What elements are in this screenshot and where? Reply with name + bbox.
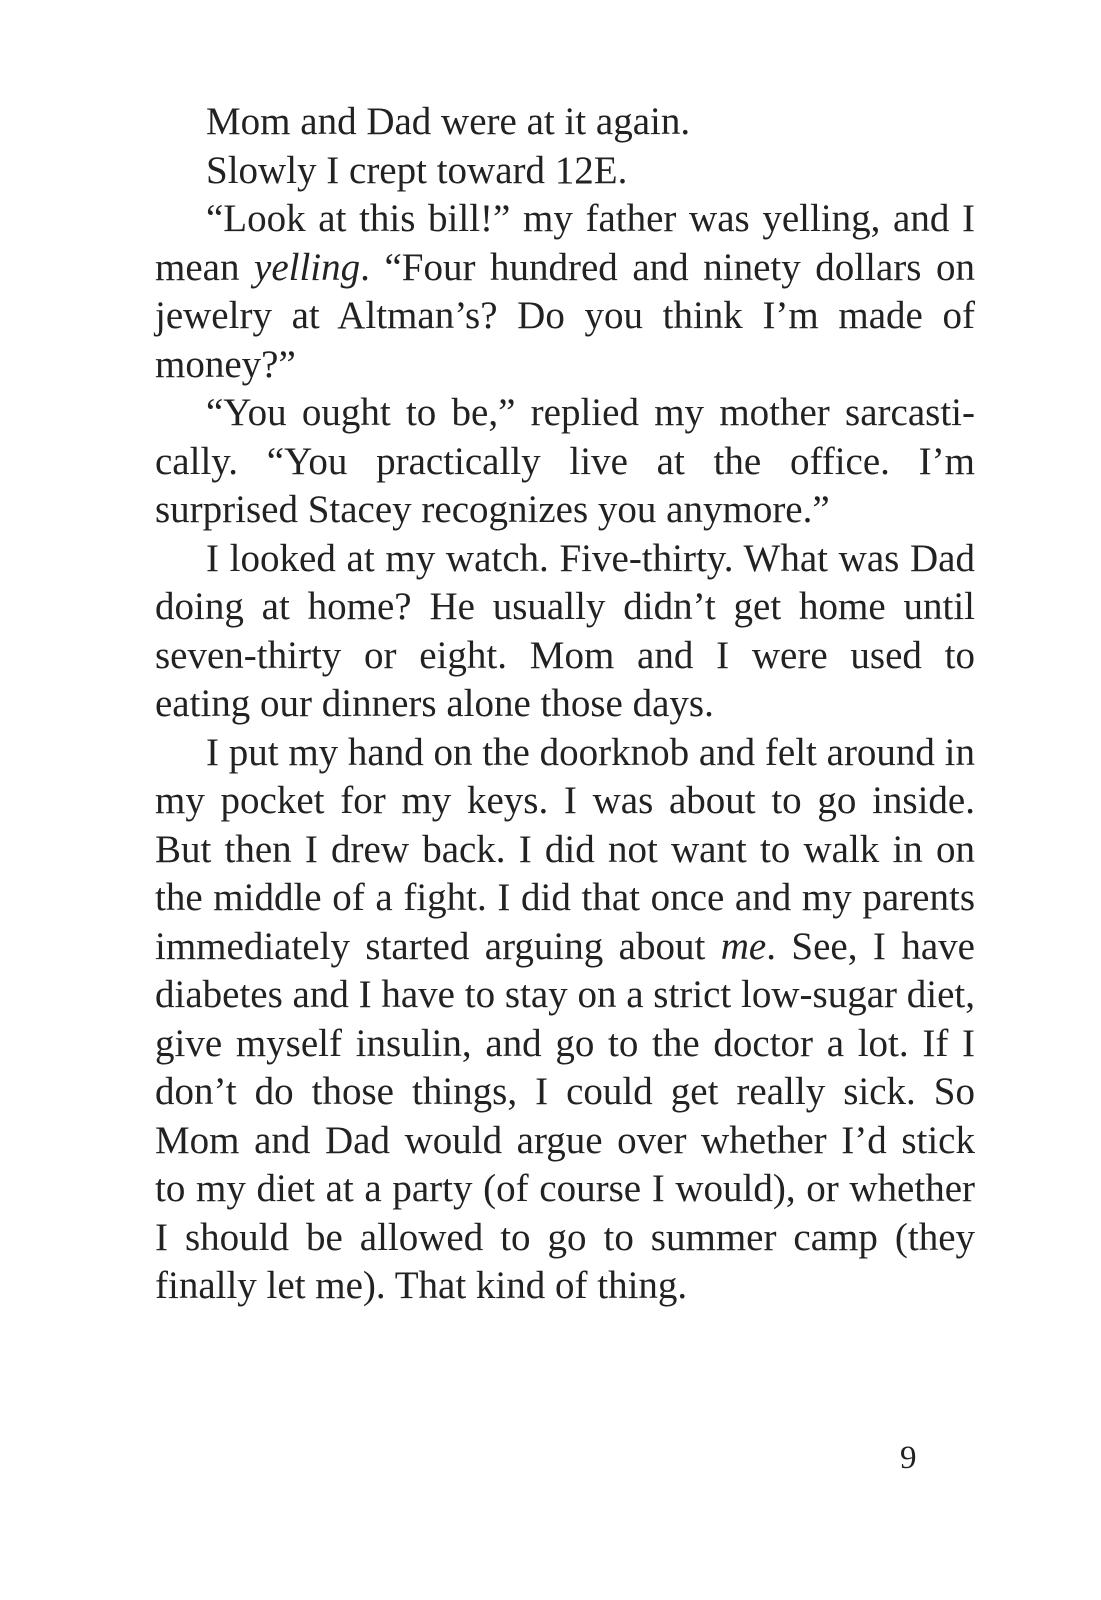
paragraph-6-text-b: . See, I have diabetes and I have to stay on a strict low-sugar diet, give myself insulin, and go to the doctor a lot. If I don’t do those things, I could get really sick. So Mom and Dad would argue over whether I’d stick to my diet at a party (of course I would), or whether I should be allowed to go to summer camp (they finally let me). That kind of thing. xyxy=(155,924,975,1307)
body-text xyxy=(155,98,975,1311)
paragraph-4-text: “You ought to be,” replied my mother sarcastically. “You practically live at the office. I’m surprised Stacey recognizes you anymore.” xyxy=(155,391,975,531)
paragraph-3-text-a: “Look at this bill!” my father was yelling, and I mean xyxy=(155,197,975,289)
paragraph-3-text-b: . “Four hundred and ninety dollars on jewelry at Altman’s? Do you think I’m made of money?” xyxy=(155,245,975,386)
paragraph-5 xyxy=(155,535,975,729)
paragraph-6-emphasis: me xyxy=(720,924,767,968)
paragraph-1 xyxy=(155,98,975,147)
paragraph-5-text: I looked at my watch. Five-thirty. What was Dad doing at home? He usually didn’t get home until seven-thirty or eight. Mom and I were used to eating our dinners alone those days. xyxy=(155,536,975,725)
paragraph-3-emphasis: yelling xyxy=(254,245,361,289)
page-number: 9 xyxy=(900,1440,917,1476)
paragraph-2-text: Slowly I crept toward 12E. xyxy=(206,148,628,192)
paragraph-4 xyxy=(155,389,975,535)
paragraph-6-text-a: I put my hand on the doorknob and felt around in my pocket for my keys. I was about to go inside. But then I drew back. I did not want to walk in on the middle of a fight. I did that once and my parents immediately started arguing about xyxy=(155,730,976,968)
paragraph-3 xyxy=(155,195,975,389)
paragraph-2 xyxy=(155,147,975,196)
paragraph-1-text: Mom and Dad were at it again. xyxy=(206,100,691,143)
paragraph-6 xyxy=(155,729,975,1311)
